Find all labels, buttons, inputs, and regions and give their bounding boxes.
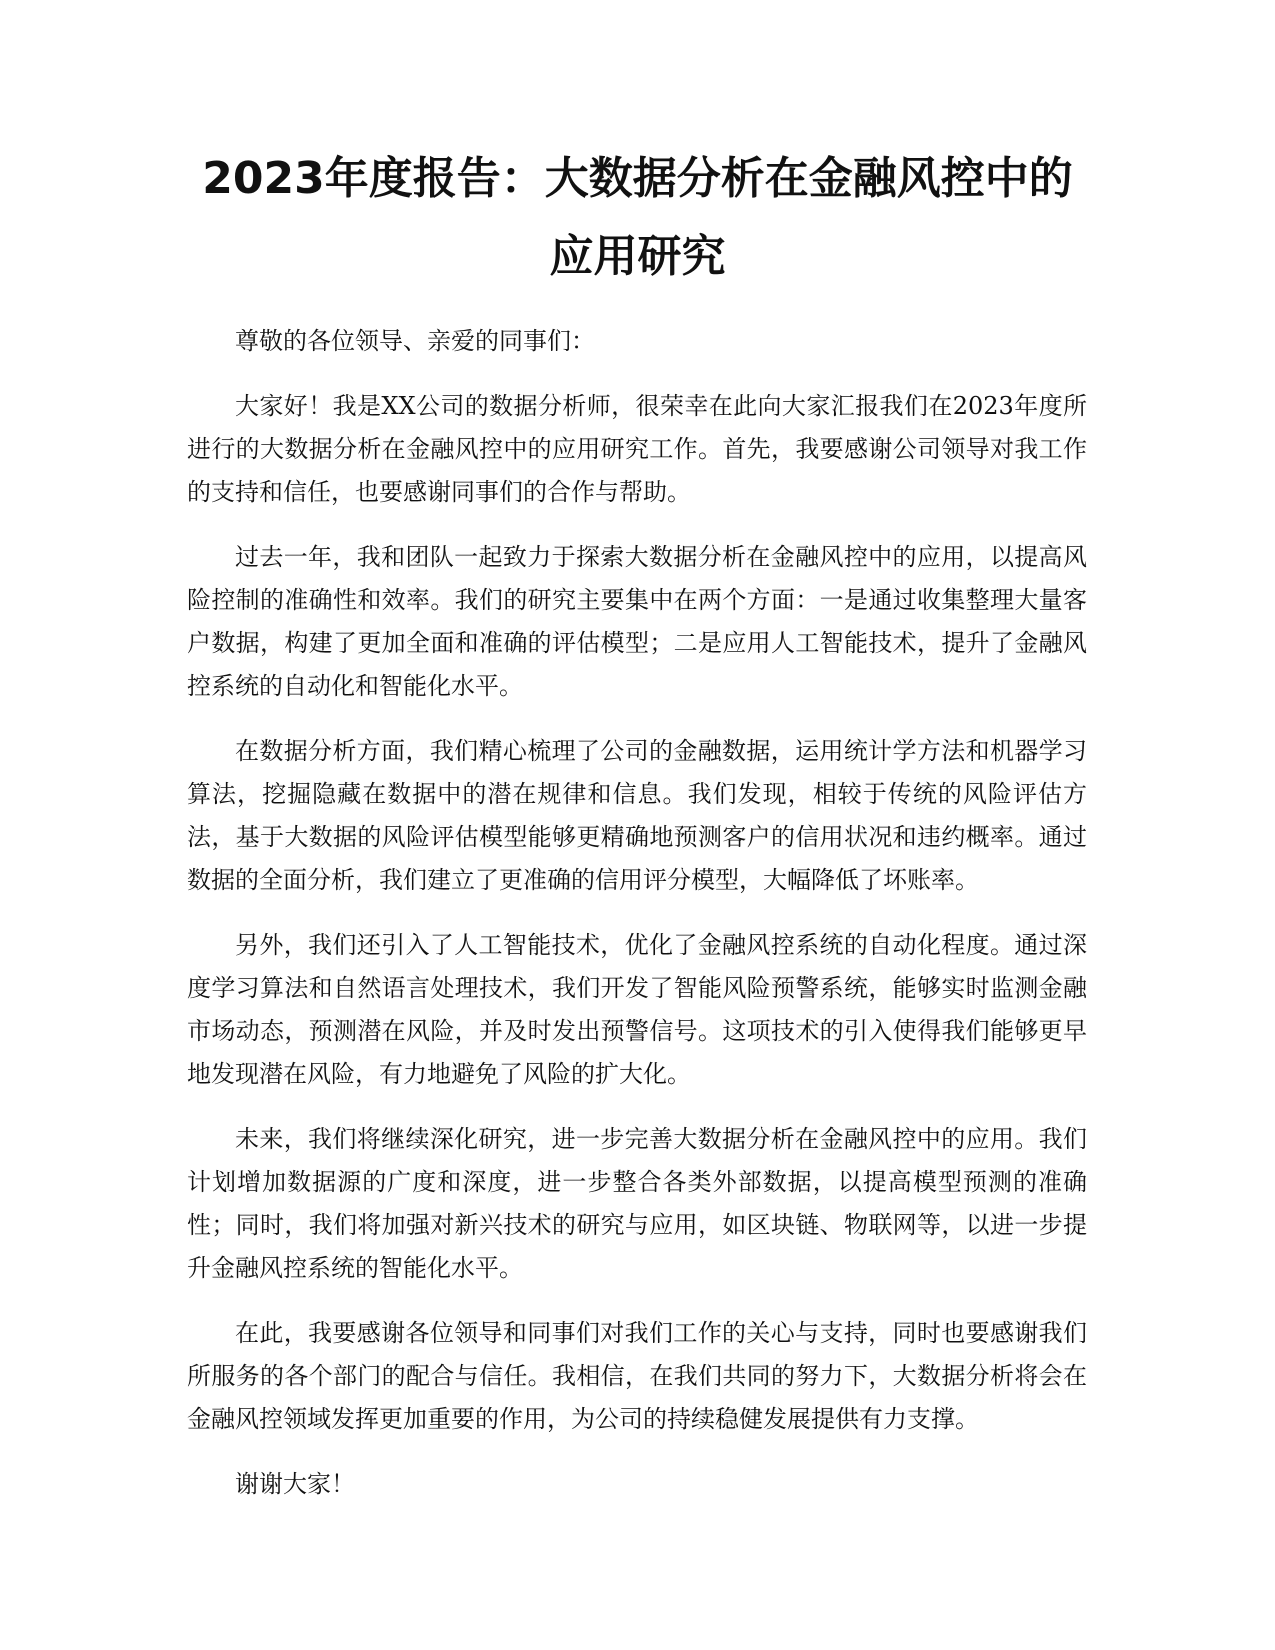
paragraph-thanks: 在此，我要感谢各位领导和同事们对我们工作的关心与支持，同时也要感谢我们所服务的各个部门的配合与信任。我相信，在我们共同的努力下，大数据分析将会在金融风控领域发挥更加重要的作用，为公司的持续稳健发展提供有力支撑。 (187, 1319, 1087, 1433)
salutation: 尊敬的各位领导、亲爱的同事们： (235, 327, 595, 355)
paragraph-past-year: 过去一年，我和团队一起致力于探索大数据分析在金融风控中的应用，以提高风险控制的准确性和效率。我们的研究主要集中在两个方面：一是通过收集整理大量客户数据，构建了更加全面和准确的评估模型；二是应用人工智能技术，提升了金融风控系统的自动化和智能化水平。 (187, 543, 1087, 700)
paragraph-data-analysis: 在数据分析方面，我们精心梳理了公司的金融数据，运用统计学方法和机器学习算法，挖掘隐藏在数据中的潜在规律和信息。我们发现，相较于传统的风险评估方法，基于大数据的风险评估模型能够更精确地预测客户的信用状况和违约概率。通过数据的全面分析，我们建立了更准确的信用评分模型，大幅降低了坏账率。 (187, 737, 1087, 894)
paragraph-ai: 另外，我们还引入了人工智能技术，优化了金融风控系统的自动化程度。通过深度学习算法和自然语言处理技术，我们开发了智能风险预警系统，能够实时监测金融市场动态，预测潜在风险，并及时发出预警信号。这项技术的引入使得我们能够更早地发现潜在风险，有力地避免了风险的扩大化。 (187, 931, 1087, 1088)
document-title (170, 140, 1105, 296)
paragraph-future: 未来，我们将继续深化研究，进一步完善大数据分析在金融风控中的应用。我们计划增加数据源的广度和深度，进一步整合各类外部数据，以提高模型预测的准确性；同时，我们将加强对新兴技术的研究与应用，如区块链、物联网等，以进一步提升金融风控系统的智能化水平。 (187, 1125, 1087, 1282)
title-line-2: 应用研究 (549, 231, 726, 282)
document-body (187, 320, 1087, 1528)
paragraph-intro: 大家好！我是XX公司的数据分析师，很荣幸在此向大家汇报我们在2023年度所进行的大数据分析在金融风控中的应用研究工作。首先，我要感谢公司领导对我工作的支持和信任，也要感谢同事们的合作与帮助。 (187, 392, 1087, 506)
closing: 谢谢大家！ (235, 1470, 355, 1498)
title-line-1: 2023年度报告：大数据分析在金融风控中的 (202, 153, 1073, 204)
